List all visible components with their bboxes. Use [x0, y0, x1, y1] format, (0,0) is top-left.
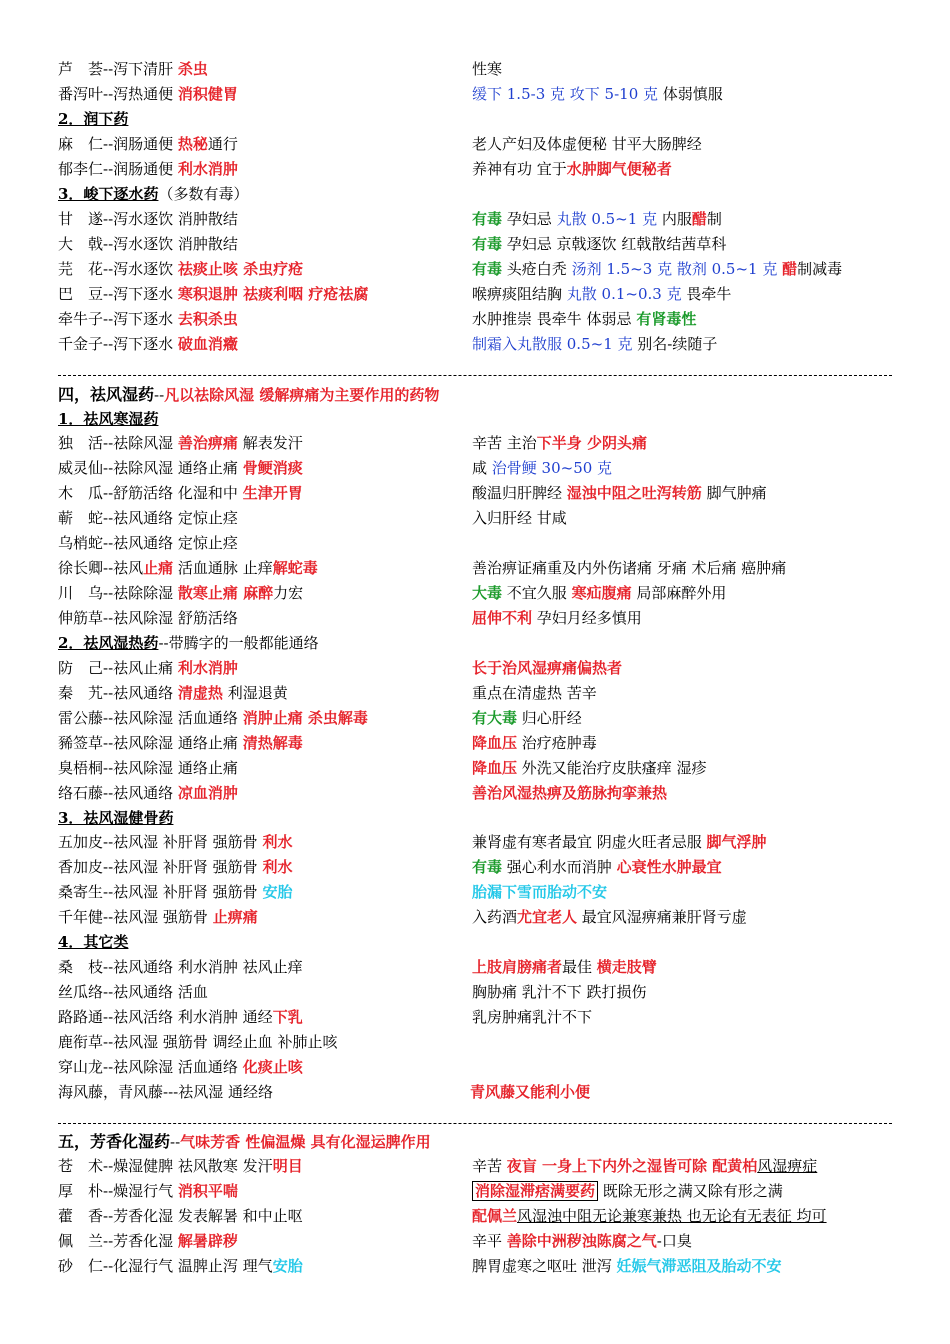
dosage-text: 治骨鲠 30~50 克 — [491, 459, 613, 477]
note-text: 脚气肿痛 — [701, 484, 767, 502]
note-highlight: 上肢肩膀痛者 — [472, 958, 563, 976]
entry-text: 力宏 — [273, 584, 304, 602]
subsection-title: 1．祛风寒湿药 — [58, 410, 159, 428]
note-highlight: 妊娠气滞恶阻及胎动不安 — [616, 1257, 782, 1275]
entry-row — [0, 207, 950, 232]
entry-row — [0, 606, 950, 631]
note-text: 乳房肿痛乳汁不下 — [472, 1008, 593, 1026]
entry-row — [0, 1080, 950, 1105]
entry-highlight: 利水消肿 — [177, 160, 238, 178]
note-text: 喉痹痰阻结胸 — [472, 285, 567, 303]
note-highlight: 心衰性水肿最宜 — [616, 858, 722, 876]
subsection-heading — [0, 107, 950, 132]
note-text: 治疗疮肿毒 — [517, 734, 597, 752]
note-text: 既除无形之满又除有形之满 — [598, 1182, 783, 1200]
note-highlight: 横走肢臂 — [596, 958, 657, 976]
note-text: 畏牵牛 — [681, 285, 732, 303]
subsection-title: 2．润下药 — [58, 110, 129, 128]
entry-row — [0, 855, 950, 880]
note-highlight: 长于治风湿痹痛偏热者 — [472, 659, 623, 677]
note-text: -口臭 — [656, 1232, 692, 1250]
entry-row — [0, 1229, 950, 1254]
note-highlight: 配佩兰 — [472, 1207, 518, 1225]
dosage-text: 汤剂 1.5~3 克 散剂 0.5~1 克 — [571, 260, 778, 278]
note-text: 最宜风湿痹痛兼肝肾亏虚 — [577, 908, 747, 926]
entry-row — [0, 905, 950, 930]
toxicity-label: 有肾毒性 — [636, 310, 697, 328]
note-highlight: 青风藤又能利小便 — [470, 1083, 591, 1101]
section-description: 凡以祛除风湿 缓解痹痛为主要作用的药物 — [164, 386, 440, 404]
section-divider — [58, 375, 892, 376]
entry-text: 活血通脉 止痒 — [173, 559, 273, 577]
entry-text: 砂 仁--化湿行气 温脾止泻 理气 — [58, 1257, 273, 1275]
entry-text: 桑 枝--祛风通络 利水消肿 祛风止痒 — [58, 958, 303, 976]
entry-highlight: 清虚热 — [177, 684, 223, 702]
entry-row — [0, 1254, 950, 1279]
entry-row — [0, 1204, 950, 1229]
entry-text: 臭梧桐--祛风除湿 通络止痛 — [58, 759, 238, 777]
note-text: 兼肾虚有寒者最宜 阴虚火旺者忌服 — [472, 833, 707, 851]
entry-text: 苍 术--燥湿健脾 祛风散寒 发汗 — [58, 1157, 273, 1175]
toxicity-label: 有毒 — [472, 260, 503, 278]
entry-row — [0, 57, 950, 82]
note-highlight: 醋 — [691, 210, 707, 228]
subsection-title: 3．峻下逐水药 — [58, 185, 159, 203]
note-text: 重点在清虚热 苦辛 — [472, 684, 597, 702]
subsection-title: 3．祛风湿健骨药 — [58, 809, 174, 827]
note-highlight: 胎漏下雪而胎动不安 — [472, 883, 608, 901]
entry-row — [0, 1030, 950, 1055]
subsection-title: 4．其它类 — [58, 933, 129, 951]
entry-highlight: 利水 — [262, 833, 293, 851]
note-text: 酸温归肝脾经 — [472, 484, 567, 502]
entry-row — [0, 581, 950, 606]
note-text: 水肿推崇 畏牵牛 体弱忌 — [472, 310, 637, 328]
entry-text: 佩 兰--芳香化湿 — [58, 1232, 178, 1250]
note-highlight: 水肿脚气便秘者 — [566, 160, 672, 178]
section-description: 气味芳香 性偏温燥 具有化湿运脾作用 — [180, 1133, 431, 1151]
entry-row — [0, 731, 950, 756]
entry-text: 雷公藤--祛风除湿 活血通络 — [58, 709, 243, 727]
note-text: 不宜久服 — [502, 584, 572, 602]
toxicity-label: 有大毒 — [472, 709, 518, 727]
entry-highlight: 消积健胃 — [177, 85, 238, 103]
entry-highlight: 寒积退肿 祛痰利咽 疗疮祛腐 — [177, 285, 369, 303]
subsection-note: （多数有毒） — [158, 185, 249, 203]
subsection-heading — [0, 930, 950, 955]
note-text: 头疮白秃 — [502, 260, 572, 278]
entry-row — [0, 556, 950, 581]
section-heading — [0, 382, 950, 407]
note-highlight: 善治风湿热痹及筋脉拘挛兼热 — [472, 784, 668, 802]
entry-highlight: 去积杀虫 — [177, 310, 238, 328]
entry-text: 郁李仁--润肠通便 — [58, 160, 178, 178]
entry-row — [0, 1055, 950, 1080]
entry-highlight: 散寒止痛 麻醉 — [177, 584, 274, 602]
entry-row — [0, 481, 950, 506]
entry-highlight: 止痹痛 — [212, 908, 258, 926]
entry-text: 麻 仁--润肠通便 — [58, 135, 178, 153]
entry-highlight: 利水 — [262, 858, 293, 876]
section-separator: -- — [154, 386, 165, 404]
entry-highlight: 解暑辟秽 — [177, 1232, 238, 1250]
entry-text: 芦 荟--泻下清肝 — [58, 60, 178, 78]
entry-row — [0, 82, 950, 107]
entry-text: 络石藤--祛风通络 — [58, 784, 178, 802]
dosage-text: 缓下 1.5-3 克 攻下 5-10 克 — [472, 85, 659, 103]
entry-row — [0, 1005, 950, 1030]
note-highlight: 屈伸不利 — [472, 609, 533, 627]
entry-row — [0, 1179, 950, 1204]
note-text: 孕妇忌 — [502, 210, 557, 228]
toxicity-label: 有毒 — [472, 858, 503, 876]
note-text: 入归肝经 甘咸 — [472, 509, 567, 527]
subsection-heading — [0, 182, 950, 207]
entry-text: 千金子--泻下逐水 — [58, 335, 178, 353]
note-text: 脾胃虚寒之呕吐 泄泻 — [472, 1257, 617, 1275]
note-highlight: 善除中洲秽浊陈腐之气 — [506, 1232, 657, 1250]
note-text: 入药酒 — [472, 908, 518, 926]
note-text: 外洗又能治疗皮肤瘙痒 湿疹 — [517, 759, 707, 777]
entry-text: 藿 香--芳香化湿 发表解暑 和中止呕 — [58, 1207, 303, 1225]
subsection-heading — [0, 631, 950, 656]
entry-text: 大 戟--泻水逐饮 消肿散结 — [58, 235, 238, 253]
entry-text: 防 己--祛风止痛 — [58, 659, 178, 677]
entry-row — [0, 257, 950, 282]
entry-row — [0, 132, 950, 157]
entry-text: 海风藤，青风藤---祛风湿 通经络 — [58, 1083, 273, 1101]
entry-text: 豨签草--祛风除湿 通络止痛 — [58, 734, 243, 752]
note-highlight: 尤宜老人 — [517, 908, 578, 926]
entry-text: 川 乌--祛除除湿 — [58, 584, 178, 602]
entry-row — [0, 332, 950, 357]
note-text: 归心肝经 — [517, 709, 582, 727]
section-separator: -- — [170, 1133, 181, 1151]
entry-text: 五加皮--祛风湿 补肝肾 强筋骨 — [58, 833, 263, 851]
entry-text: 甘 遂--泻水逐饮 消肿散结 — [58, 210, 238, 228]
note-highlight: 下半身 少阴头痛 — [536, 434, 648, 452]
entry-highlight: 化痰止咳 — [242, 1058, 303, 1076]
entry-text: 厚 朴--燥湿行气 — [58, 1182, 178, 1200]
entry-row — [0, 756, 950, 781]
entry-row — [0, 955, 950, 980]
note-text: 善治痹证痛重及内外伤诸痛 牙痛 术后痛 癌肿痛 — [472, 559, 787, 577]
entry-text: 解表发汗 — [237, 434, 303, 452]
note-highlight: 降血压 — [472, 759, 518, 777]
toxicity-label: 大毒 — [472, 584, 503, 602]
note-text: 辛苦 主治 — [472, 434, 537, 452]
note-text: 制 — [706, 210, 722, 228]
entry-text: 丝瓜络--祛风通络 活血 — [58, 983, 208, 1001]
note-text: 局部麻醉外用 — [631, 584, 727, 602]
entry-highlight: 安胎 — [272, 1257, 303, 1275]
entry-row — [0, 681, 950, 706]
entry-text: 牵牛子--泻下逐水 — [58, 310, 178, 328]
note-text: 制减毒 — [797, 260, 843, 278]
entry-text: 鹿衔草--祛风湿 强筋骨 调经止血 补肺止咳 — [58, 1033, 338, 1051]
entry-text: 蕲 蛇--祛风通络 定惊止痉 — [58, 509, 238, 527]
note-highlight: 脚气浮肿 — [706, 833, 767, 851]
note-text: 最佳 — [562, 958, 597, 976]
entry-text: 穿山龙--祛风除湿 活血通络 — [58, 1058, 243, 1076]
note-text: 别名-续随子 — [632, 335, 718, 353]
entry-row — [0, 706, 950, 731]
entry-row — [0, 157, 950, 182]
subsection-heading — [0, 407, 950, 432]
dosage-text: 制霜入丸散服 0.5~1 克 — [472, 335, 633, 353]
entry-row — [0, 531, 950, 556]
entry-text: 路路通--祛风活络 利水消肿 通经 — [58, 1008, 273, 1026]
note-highlight: 降血压 — [472, 734, 518, 752]
entry-highlight: 止痛 — [143, 559, 174, 577]
entry-text: 独 活--祛除风湿 — [58, 434, 178, 452]
entry-highlight: 消肿止痛 杀虫解毒 — [242, 709, 368, 727]
note-text: 强心利水而消肿 — [502, 858, 617, 876]
subsection-note: --带腾字的一般都能通络 — [158, 634, 319, 652]
dosage-text: 丸散 0.1~0.3 克 — [566, 285, 682, 303]
entry-row — [0, 656, 950, 681]
entry-text: 番泻叶--泻热通便 — [58, 85, 178, 103]
entry-row — [0, 1154, 950, 1179]
entry-row — [0, 307, 950, 332]
note-text: 孕妇月经多慎用 — [532, 609, 642, 627]
note-highlight: 寒疝腹痛 — [571, 584, 632, 602]
entry-row — [0, 880, 950, 905]
entry-row — [0, 282, 950, 307]
dosage-text: 丸散 0.5~1 克 — [556, 210, 658, 228]
entry-highlight: 善治痹痛 — [177, 434, 238, 452]
entry-highlight: 下乳 — [272, 1008, 303, 1026]
entry-highlight: 生津开胃 — [242, 484, 303, 502]
note-text: 性寒 — [472, 60, 503, 78]
entry-highlight: 清热解毒 — [242, 734, 303, 752]
note-highlight: 醋 — [782, 260, 798, 278]
note-text: 辛苦 — [472, 1157, 507, 1175]
entry-highlight: 杀虫 — [177, 60, 208, 78]
entry-text: 威灵仙--祛除风湿 通络止痛 — [58, 459, 243, 477]
entry-text: 徐长卿--祛风 — [58, 559, 144, 577]
entry-highlight: 安胎 — [262, 883, 293, 901]
section-divider — [58, 1123, 892, 1124]
section-title: 四，祛风湿药 — [58, 385, 155, 404]
note-text: 体弱慎服 — [658, 85, 723, 103]
entry-highlight: 利水消肿 — [177, 659, 238, 677]
note-highlight: 湿浊中阻之吐泻转筋 — [566, 484, 702, 502]
note-underlined: 风湿浊中阻无论兼寒兼热 也无论有无表征 均可 — [517, 1207, 827, 1225]
toxicity-label: 有毒 — [472, 210, 503, 228]
entry-highlight: 骨鲠消痰 — [242, 459, 303, 477]
entry-text: 乌梢蛇--祛风通络 定惊止痉 — [58, 534, 238, 552]
entry-row — [0, 980, 950, 1005]
note-text: 内服 — [657, 210, 692, 228]
entry-text: 伸筋草--祛风除湿 舒筋活络 — [58, 609, 238, 627]
entry-row — [0, 456, 950, 481]
entry-text: 香加皮--祛风湿 补肝肾 强筋骨 — [58, 858, 263, 876]
entry-row — [0, 830, 950, 855]
note-underlined: 风湿痹症 — [757, 1157, 818, 1175]
entry-text: 木 瓜--舒筋活络 化湿和中 — [58, 484, 243, 502]
note-text: 养神有功 宜于 — [472, 160, 567, 178]
note-highlight: 夜盲 一身上下内外之湿皆可除 配黄柏 — [506, 1157, 758, 1175]
note-text: 老人产妇及体虚便秘 甘平大肠脾经 — [472, 135, 702, 153]
entry-highlight: 破血消癥 — [177, 335, 238, 353]
note-text: 辛平 — [472, 1232, 507, 1250]
entry-text: 芫 花--泻水逐饮 — [58, 260, 178, 278]
entry-highlight: 消积平喘 — [177, 1182, 238, 1200]
entry-highlight: 祛痰止咳 杀虫疗疮 — [177, 260, 304, 278]
entry-row — [0, 506, 950, 531]
entry-text: 秦 艽--祛风通络 — [58, 684, 178, 702]
entry-text: 通行 — [207, 135, 238, 153]
entry-row — [0, 232, 950, 257]
entry-row — [0, 431, 950, 456]
note-text: 咸 — [472, 459, 492, 477]
entry-highlight: 解蛇毒 — [272, 559, 318, 577]
subsection-title: 2．祛风湿热药 — [58, 634, 159, 652]
entry-text: 桑寄生--祛风湿 补肝肾 强筋骨 — [58, 883, 263, 901]
entry-text: 千年健--祛风湿 强筋骨 — [58, 908, 213, 926]
note-text: 胸胁痛 乳汁不下 跌打损伤 — [472, 983, 647, 1001]
toxicity-label: 有毒 — [472, 235, 503, 253]
entry-row — [0, 781, 950, 806]
entry-text: 巴 豆--泻下逐水 — [58, 285, 178, 303]
entry-highlight: 凉血消肿 — [177, 784, 238, 802]
note-text: 孕妇忌 京戟逐饮 红戟散结茜草科 — [502, 235, 727, 253]
section-heading — [0, 1129, 950, 1154]
entry-highlight: 明目 — [272, 1157, 303, 1175]
section-title: 五，芳香化湿药 — [58, 1132, 171, 1151]
note-boxed-highlight: 消除湿滞痞满要药 — [472, 1181, 598, 1201]
entry-highlight: 热秘 — [177, 135, 208, 153]
subsection-heading — [0, 806, 950, 831]
entry-text: 利湿退黄 — [222, 684, 288, 702]
